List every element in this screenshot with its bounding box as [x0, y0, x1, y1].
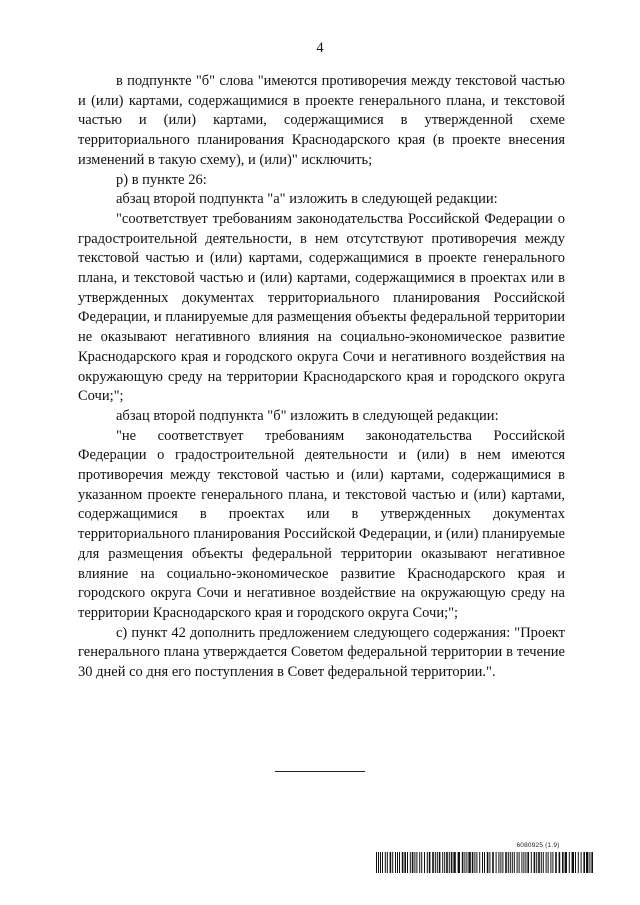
- end-of-text-separator: [275, 771, 365, 772]
- paragraph-subclause-b-text: "не соответствует требованиям законодательства Российской Федерации о градостроительной деятельности и (или) в нем имеются противоречия между текстовой частью и (или) картами, содержащимися в указанном проекте генерального плана, и текстовой частью и (или) картами, содержащимися в проектах или в утвержденных документах территориального планирования Российской Федерации, и (или) планируемые для размещения объекты федеральной территории оказывают негативное влияние на социально-экономическое развитие Краснодарского края и городского округа Сочи и негативное воздействие на окружающую среду на территории Краснодарского края и городского округа Сочи;";: [78, 427, 565, 621]
- paragraph-item-r-heading: р) в пункте 26:: [116, 171, 207, 188]
- document-code: 6080925 (1.9): [516, 842, 560, 849]
- paragraph-subclause-b-removal: в подпункте "б" слова "имеются противоречия между текстовой частью и (или) картами, содержащимися в проекте генерального плана, и текстовой частью и (или) картами, содержащимися в утвержденной схеме территориального планирования Краснодарского края (в проекте внесения изменений в такую схему), и (или)" исключить;: [78, 73, 565, 168]
- barcode: [376, 852, 594, 873]
- paragraph-subclause-a-intro: абзац второй подпункта "а" изложить в следующей редакции:: [116, 191, 498, 208]
- paragraph-item-s-text: с) пункт 42 дополнить предложением следующего содержания: "Проект генерального плана утверждается Советом федеральной территории в течение 30 дней со дня его поступления в Совет федеральной территории.".: [78, 624, 565, 681]
- paragraph-subclause-a-text: "соответствует требованиям законодательства Российской Федерации о градостроительной деятельности, в нем отсутствуют противоречия между текстовой частью и (или) картами, содержащимися в проекте генерального плана, и текстовой частью и (или) картами, содержащимися в проектах или в утвержденных документах территориального планирования Российской Федерации, и планируемые для размещения объекты федеральной территории не оказывают негативного влияния на социально-экономическое развитие Краснодарского края и городского округа Сочи и негативного воздействия на окружающую среду на территории Краснодарского края и городского округа Сочи;";: [78, 210, 565, 405]
- document-body: [78, 72, 565, 683]
- paragraph-subclause-b-intro: абзац второй подпункта "б" изложить в следующей редакции:: [116, 407, 499, 424]
- page-number: 4: [316, 40, 324, 56]
